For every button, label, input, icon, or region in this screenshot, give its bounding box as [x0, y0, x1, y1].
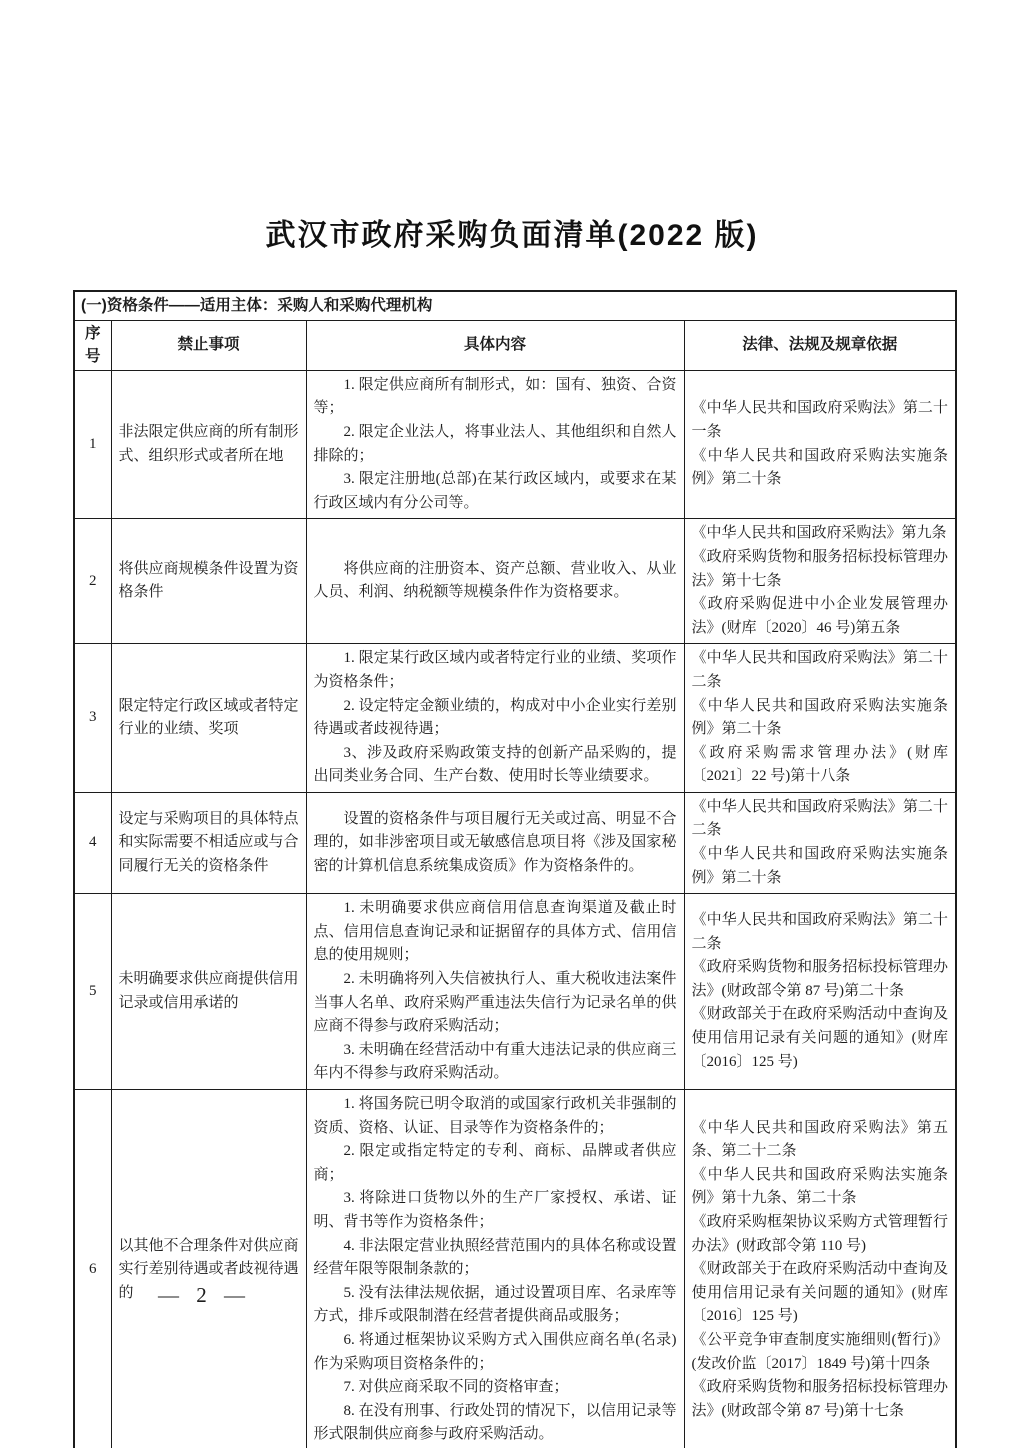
content-paragraph: 5. 没有法律法规依据，通过设置项目库、名录库等方式，排斥或限制潜在经营者提供商品或服务；	[313, 1284, 677, 1325]
content-paragraph: 8. 在没有刑事、行政处罚的情况下，以信用记录等形式限制供应商参与政府采购活动。	[313, 1402, 677, 1443]
legal-basis-paragraph: 《政府采购需求管理办法》(财库〔2021〕22 号)第十八条	[691, 744, 949, 785]
column-header-prohibition: 禁止事项	[111, 320, 306, 370]
content-paragraph: 3. 限定注册地(总部)在某行政区域内，或要求在某行政区域内有分公司等。	[313, 471, 677, 511]
row-number-cell: 4	[74, 792, 111, 893]
content-cell	[306, 519, 684, 644]
legal-basis-cell	[684, 644, 956, 793]
content-cell	[306, 644, 684, 793]
content-paragraph: 2. 未明确将列入失信被执行人、重大税收违法案件当事人名单、政府采购严重违法失信行为记录名单的供应商不得参与政府采购活动；	[313, 971, 677, 1035]
content-paragraph: 将供应商的注册资本、资产总额、营业收入、从业人员、利润、纳税额等规模条件作为资格要求。	[313, 560, 677, 601]
legal-basis-cell	[684, 1090, 956, 1448]
legal-basis-paragraph: 《中华人民共和国政府采购法》第五条、第二十二条	[691, 1119, 949, 1160]
table-row	[74, 644, 956, 793]
row-number-cell: 1	[74, 370, 111, 519]
legal-basis-paragraph: 《中华人民共和国政府采购法实施条例》第十九条、第二十条	[691, 1166, 949, 1207]
page-number: — 2 —	[158, 1283, 251, 1307]
legal-basis-paragraph: 《中华人民共和国政府采购法》第二十二条	[691, 650, 949, 690]
prohibition-cell: 设定与采购项目的具体特点和实际需要不相适应或与合同履行无关的资格条件	[111, 792, 306, 893]
procurement-negative-list-table	[73, 290, 957, 1448]
legal-basis-paragraph: 《政府采购货物和服务招标投标管理办法》(财政部令第 87 号)第十七条	[691, 1379, 949, 1419]
prohibition-cell: 未明确要求供应商提供信用记录或信用承诺的	[111, 894, 306, 1090]
content-paragraph: 1. 限定供应商所有制形式，如：国有、独资、合资等；	[313, 376, 677, 417]
legal-basis-paragraph: 《中华人民共和国政府采购法实施条例》第二十条	[691, 697, 949, 738]
legal-basis-paragraph: 《中华人民共和国政府采购法》第二十二条	[691, 912, 949, 952]
content-paragraph: 1. 未明确要求供应商信用信息查询渠道及截止时点、信用信息查询记录和证据留存的具体方式、信用信息的使用规则；	[313, 900, 677, 964]
row-number-cell: 6	[74, 1090, 111, 1448]
legal-basis-paragraph: 《中华人民共和国政府采购法实施条例》第二十条	[691, 846, 949, 886]
row-number-cell: 2	[74, 519, 111, 644]
legal-basis-paragraph: 《政府采购货物和服务招标投标管理办法》(财政部令第 87 号)第二十条	[691, 959, 949, 999]
table-row	[74, 370, 956, 519]
content-paragraph: 7. 对供应商采取不同的资格审查；	[343, 1379, 569, 1396]
content-cell	[306, 370, 684, 519]
legal-basis-paragraph: 《公平竞争审查制度实施细则(暂行)》(发改价监〔2017〕1849 号)第十四条	[691, 1331, 949, 1372]
table-row	[74, 1090, 956, 1448]
legal-basis-paragraph: 《政府采购促进中小企业发展管理办法》(财库〔2020〕46 号)第五条	[691, 596, 949, 636]
legal-basis-paragraph: 《中华人民共和国政府采购法》第九条	[691, 525, 947, 542]
legal-basis-cell	[684, 370, 956, 519]
legal-basis-cell	[684, 894, 956, 1090]
page-title: 武汉市政府采购负面清单(2022 版)	[265, 219, 759, 252]
column-header-legal-basis: 法律、法规及规章依据	[684, 320, 956, 370]
row-number-cell: 5	[74, 894, 111, 1090]
legal-basis-paragraph: 《财政部关于在政府采购活动中查询及使用信用记录有关问题的通知》(财库〔2016〕125 号)	[691, 1006, 949, 1070]
content-paragraph: 1. 将国务院已明令取消的或国家行政机关非强制的资质、资格、认证、目录等作为资格条件的；	[313, 1096, 677, 1136]
prohibition-cell: 限定特定行政区域或者特定行业的业绩、奖项	[111, 644, 306, 793]
legal-basis-paragraph: 《中华人民共和国政府采购法实施条例》第二十条	[691, 447, 949, 488]
content-paragraph: 3. 未明确在经营活动中有重大违法记录的供应商三年内不得参与政府采购活动。	[313, 1041, 677, 1082]
table-row	[74, 792, 956, 893]
content-paragraph: 3. 将除进口货物以外的生产厂家授权、承诺、证明、背书等作为资格条件；	[313, 1190, 677, 1230]
legal-basis-paragraph: 《财政部关于在政府采购活动中查询及使用信用记录有关问题的通知》(财库〔2016〕125 号)	[691, 1261, 949, 1325]
legal-basis-paragraph: 《中华人民共和国政府采购法》第二十二条	[691, 798, 949, 839]
content-paragraph: 设置的资格条件与项目履行无关或过高、明显不合理的，如非涉密项目或无敏感信息项目将《涉及国家秘密的计算机信息系统集成资质》作为资格条件的。	[313, 810, 677, 874]
prohibition-cell: 将供应商规模条件设置为资格条件	[111, 519, 306, 644]
content-cell	[306, 1090, 684, 1448]
content-cell	[306, 792, 684, 893]
column-header-no: 序号	[74, 320, 111, 370]
legal-basis-paragraph: 《中华人民共和国政府采购法》第二十一条	[691, 400, 949, 440]
prohibition-cell: 以其他不合理条件对供应商实行差别待遇或者歧视待遇的	[111, 1090, 306, 1448]
row-number-cell: 3	[74, 644, 111, 793]
content-paragraph: 6. 将通过框架协议采购方式入围供应商名单(名录)作为采购项目资格条件的；	[313, 1331, 677, 1372]
legal-basis-paragraph: 《政府采购框架协议采购方式管理暂行办法》(财政部令第 110 号)	[691, 1213, 949, 1254]
content-paragraph: 1. 限定某行政区域内或者特定行业的业绩、奖项作为资格条件；	[313, 650, 677, 690]
prohibition-cell: 非法限定供应商的所有制形式、组织形式或者所在地	[111, 370, 306, 519]
table-section-header-row	[74, 291, 956, 320]
table-column-header-row	[74, 320, 956, 370]
content-paragraph: 2. 设定特定金额业绩的，构成对中小企业实行差别待遇或者歧视待遇；	[313, 697, 677, 738]
legal-basis-cell	[684, 792, 956, 893]
content-paragraph: 2. 限定或指定特定的专利、商标、品牌或者供应商；	[313, 1143, 677, 1183]
table-row	[74, 519, 956, 644]
content-paragraph: 2. 限定企业法人，将事业法人、其他组织和自然人排除的；	[313, 423, 677, 464]
column-header-content: 具体内容	[306, 320, 684, 370]
section-header: (一)资格条件——适用主体：采购人和采购代理机构	[74, 291, 956, 320]
table-row	[74, 894, 956, 1090]
legal-basis-cell	[684, 519, 956, 644]
legal-basis-paragraph: 《政府采购货物和服务招标投标管理办法》第十七条	[691, 548, 949, 589]
content-paragraph: 4. 非法限定营业执照经营范围内的具体名称或设置经营年限等限制条款的；	[313, 1237, 677, 1278]
content-paragraph: 3、涉及政府采购政策支持的创新产品采购的，提出同类业务合同、生产台数、使用时长等业绩要求。	[313, 744, 677, 785]
content-cell	[306, 894, 684, 1090]
